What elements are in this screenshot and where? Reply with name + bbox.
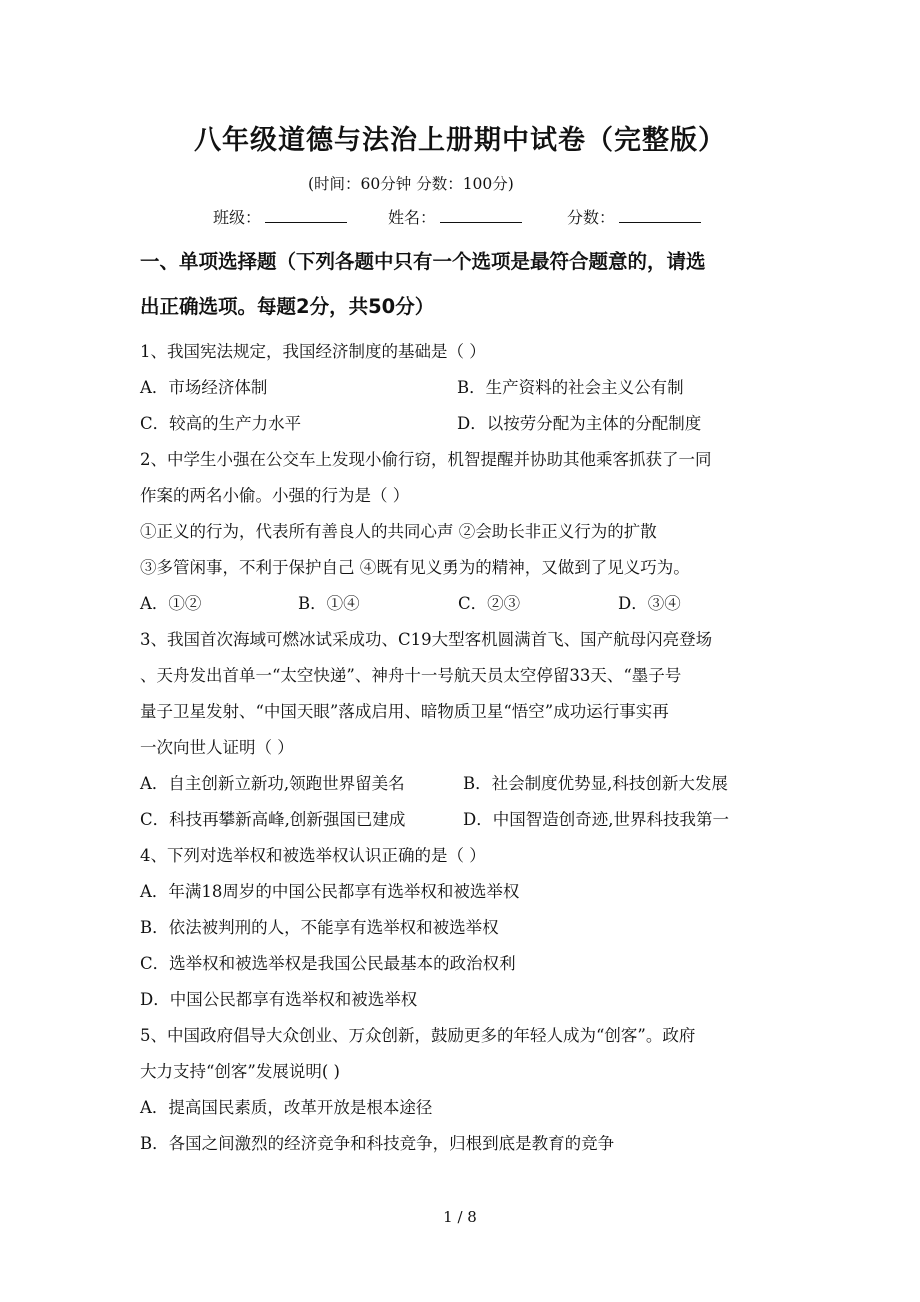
q2-option-d[interactable]: D．③④ xyxy=(618,594,681,613)
q4-option-a[interactable]: A．年满18周岁的中国公民都享有选举权和被选举权 xyxy=(140,882,520,901)
class-blank[interactable] xyxy=(265,206,347,223)
page-number: 1 / 8 xyxy=(443,1208,477,1226)
q3-stem-line1: 3、我国首次海域可燃冰试采成功、C19大型客机圆满首飞、国产航母闪亮登场 xyxy=(140,630,713,649)
q2-stem-line2: 作案的两名小偷。小强的行为是（ ） xyxy=(140,486,410,505)
q5-stem-line1: 5、中国政府倡导大众创业、万众创新，鼓励更多的年轻人成为“创客”。政府 xyxy=(140,1026,696,1045)
score-blank[interactable] xyxy=(619,206,701,223)
q3-stem-line3: 量子卫星发射、“中国天眼”落成启用、暗物质卫星“悟空”成功运行事实再 xyxy=(140,702,669,721)
q3-stem-line2: 、天舟发出首单一“太空快递”、神舟十一号航天员太空停留33天、“墨子号 xyxy=(140,666,682,685)
q1-option-c[interactable]: C．较高的生产力水平 xyxy=(140,414,302,433)
q1-option-b[interactable]: B．生产资料的社会主义公有制 xyxy=(457,378,684,397)
name-blank[interactable] xyxy=(440,206,522,223)
class-field xyxy=(213,205,347,228)
q5-option-b[interactable]: B．各国之间激烈的经济竞争和科技竞争，归根到底是教育的竞争 xyxy=(140,1134,615,1153)
q3-stem-line4: 一次向世人证明（ ） xyxy=(140,738,294,757)
q4-option-b[interactable]: B．依法被判刑的人，不能享有选举权和被选举权 xyxy=(140,918,499,937)
q2-option-b[interactable]: B．①④ xyxy=(298,594,360,613)
q3-option-d[interactable]: D．中国智造创奇迹,世界科技我第一 xyxy=(463,810,729,829)
class-label: 班级： xyxy=(213,208,262,227)
q3-option-c[interactable]: C．科技再攀新高峰,创新强国已建成 xyxy=(140,810,406,829)
q4-option-c[interactable]: C．选举权和被选举权是我国公民最基本的政治权利 xyxy=(140,954,516,973)
time-score-line: (时间：60分钟 分数：100分) xyxy=(308,175,514,193)
exam-title: 八年级道德与法治上册期中试卷（完整版） xyxy=(194,125,726,156)
q4-stem: 4、下列对选举权和被选举权认识正确的是（ ） xyxy=(140,846,486,865)
name-label: 姓名： xyxy=(388,208,437,227)
q3-option-b[interactable]: B．社会制度优势显,科技创新大发展 xyxy=(463,774,728,793)
q5-option-a[interactable]: A．提高国民素质，改革开放是根本途径 xyxy=(140,1098,433,1117)
q2-option-c[interactable]: C．②③ xyxy=(458,594,521,613)
q1-option-a[interactable]: A．市场经济体制 xyxy=(140,378,268,397)
q2-statements-line1: ①正义的行为，代表所有善良人的共同心声 ②会助长非正义行为的扩散 xyxy=(140,522,657,541)
q2-option-a[interactable]: A．①② xyxy=(140,594,202,613)
q2-stem-line1: 2、中学生小强在公交车上发现小偷行窃，机智提醒并协助其他乘客抓获了一同 xyxy=(140,450,712,469)
q1-option-d[interactable]: D．以按劳分配为主体的分配制度 xyxy=(457,414,702,433)
section-heading-line2: 出正确选项。每题2分，共50分） xyxy=(140,295,435,318)
q4-option-d[interactable]: D．中国公民都享有选举权和被选举权 xyxy=(140,990,418,1009)
score-field xyxy=(567,205,701,228)
name-field xyxy=(388,205,522,228)
q5-stem-line2: 大力支持“创客”发展说明( ) xyxy=(140,1062,340,1081)
section-heading-line1: 一、单项选择题（下列各题中只有一个选项是最符合题意的，请选 xyxy=(140,250,706,273)
q2-statements-line2: ③多管闲事，不利于保护自己 ④既有见义勇为的精神，又做到了见义巧为。 xyxy=(140,558,690,577)
score-label: 分数： xyxy=(567,208,616,227)
q3-option-a[interactable]: A．自主创新立新功,领跑世界留美名 xyxy=(140,774,405,793)
q1-stem: 1、我国宪法规定，我国经济制度的基础是（ ） xyxy=(140,342,486,361)
